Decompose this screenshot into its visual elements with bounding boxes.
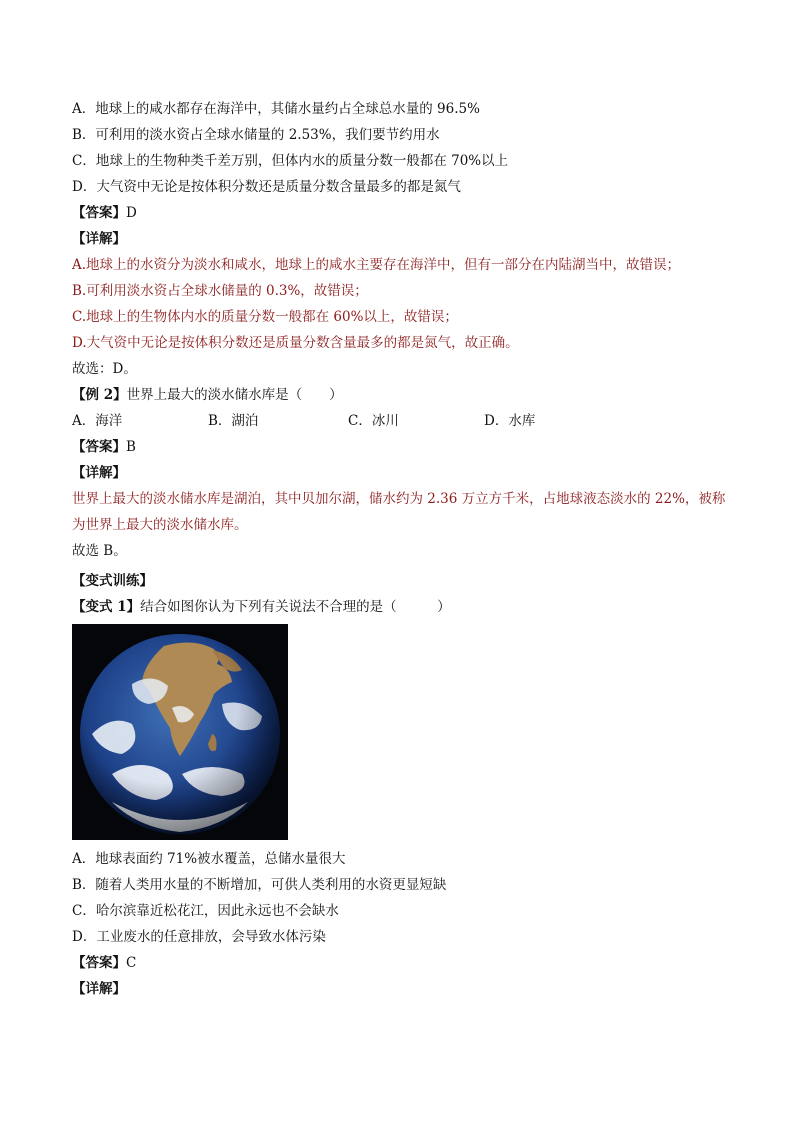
document-page [72, 96, 732, 1002]
q1-option-d: D．大气资中无论是按体积分数还是质量分数含量最多的都是氮气 [72, 179, 461, 195]
q2-options [72, 408, 732, 434]
q1-detail-c: C.地球上的生物体内水的质量分数一般都在 60%以上，故错误； [72, 309, 458, 325]
q2-detail-label: 【详解】 [72, 465, 126, 481]
q3-title [72, 594, 732, 620]
q1-option-c: C．地球上的生物种类千差万别，但体内水的质量分数一般都在 70%以上 [72, 153, 509, 169]
section-title: 【变式训练】 [72, 573, 153, 589]
q1-answer [72, 200, 732, 226]
q2-option-c: C．冰川 [348, 413, 399, 429]
q2-answer [72, 434, 732, 460]
q3-option-d: D．工业废水的任意排放，会导致水体污染 [72, 929, 326, 945]
q3-answer [72, 950, 732, 976]
q3-option-b: B．随着人类用水量的不断增加，可供人类利用的水资更显短缺 [72, 877, 447, 893]
earth-illustration [72, 624, 288, 840]
answer-value: B [126, 439, 136, 455]
answer-label: 【答案】 [72, 439, 126, 455]
q1-option-a: A．地球上的咸水都存在海洋中，其储水量约占全球总水量的 96.5% [72, 101, 480, 117]
q1-detail-b: B.可利用淡水资占全球水储量的 0.3%，故错误； [72, 283, 368, 299]
q2-title-text: 世界上最大的淡水储水库是（ ） [126, 387, 343, 403]
q1-option-b: B．可利用的淡水资占全球水储量的 2.53%，我们要节约用水 [72, 127, 440, 143]
q3-option-a: A．地球表面约 71%被水覆盖，总储水量很大 [72, 851, 346, 867]
q3-detail-label: 【详解】 [72, 981, 126, 997]
q2-option-b: B．湖泊 [208, 413, 259, 429]
answer-value: D [126, 205, 137, 221]
q2-title-label: 【例 2】 [72, 387, 127, 403]
answer-label: 【答案】 [72, 955, 126, 971]
q1-conclusion: 故选：D。 [72, 361, 137, 377]
q1-detail-d: D.大气资中无论是按体积分数还是质量分数含量最多的都是氮气，故正确。 [72, 335, 519, 351]
q2-option-d: D．水库 [484, 413, 536, 429]
earth-image [72, 624, 288, 840]
answer-value: C [126, 955, 137, 971]
q1-detail-label: 【详解】 [72, 231, 126, 247]
answer-label: 【答案】 [72, 205, 126, 221]
q2-detail: 世界上最大的淡水储水库是湖泊，其中贝加尔湖，储水约为 2.36 万立方千米，占地球液态淡水的 22%，被称为世界上最大的淡水储水库。 [72, 491, 726, 533]
q1-detail-a: A.地球上的水资分为淡水和咸水，地球上的咸水主要存在海洋中，但有一部分在内陆湖当中，故错误； [72, 257, 681, 273]
q3-option-c: C．哈尔滨靠近松花江，因此永远也不会缺水 [72, 903, 339, 919]
q3-title-label: 【变式 1】 [72, 599, 141, 615]
q2-conclusion: 故选 B。 [72, 543, 127, 559]
q2-title [72, 382, 732, 408]
q3-title-text: 结合如图你认为下列有关说法不合理的是（ ） [140, 599, 451, 615]
q2-option-a: A．海洋 [72, 413, 123, 429]
